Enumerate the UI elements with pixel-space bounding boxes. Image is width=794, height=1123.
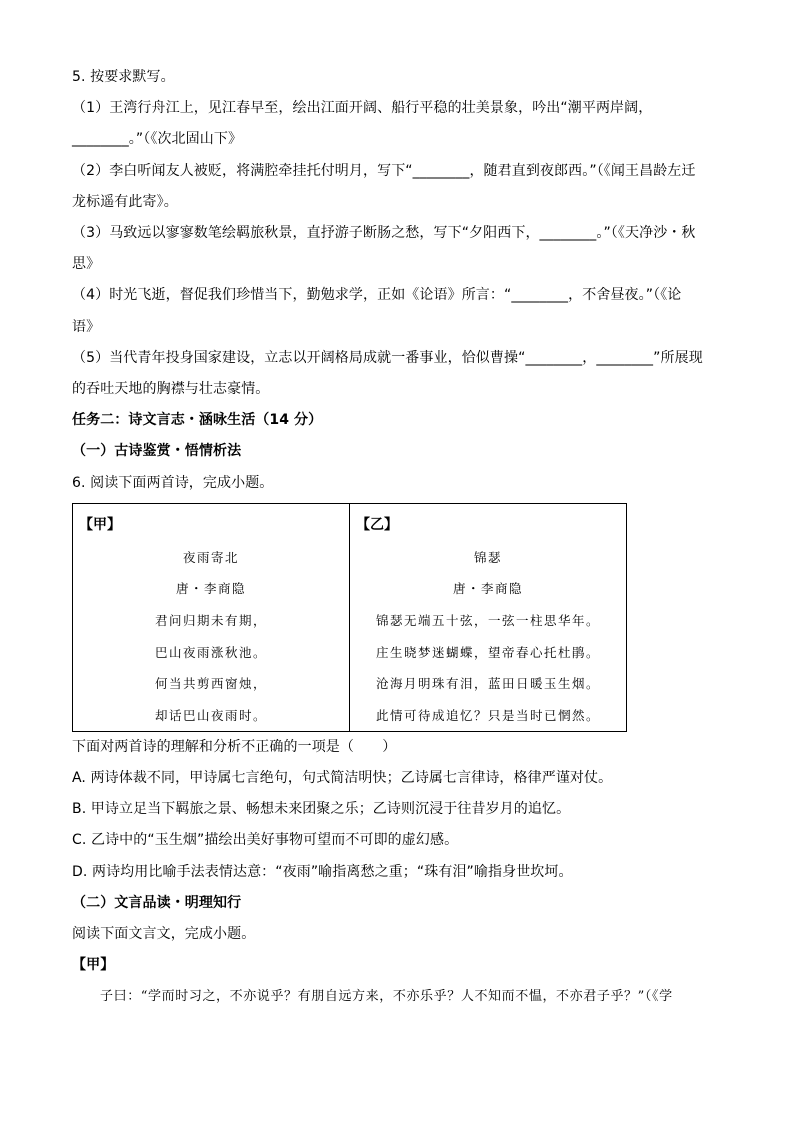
poem-b-body bbox=[350, 542, 626, 732]
option-a: A. 两诗体裁不同，甲诗属七言绝句，句式简洁明快；乙诗属七言律诗，格律严谨对仗。 bbox=[72, 770, 613, 787]
question-5-line: （5）当代青年投身国家建设，立志以开阔格局成就一番事业，恰似曹操“________，________”所展现 bbox=[72, 349, 703, 366]
section-2-prompt: 阅读下面文言文，完成小题。 bbox=[72, 926, 256, 943]
poem-a-title: 夜雨寄北 bbox=[182, 549, 239, 565]
poem-a-label: 【甲】 bbox=[79, 516, 121, 533]
question-6-stem: 下面对两首诗的理解和分析不正确的一项是（ ） bbox=[72, 738, 397, 755]
poem-a-body bbox=[73, 542, 349, 732]
question-5-line: （4）时光飞逝，督促我们珍惜当下，勤勉求学，正如《论语》所言：“________，不舍昼夜。”（《论 bbox=[72, 287, 682, 304]
poem-b-line: 庄生晓梦迷蝴蝶，望帝春心托杜鹃。 bbox=[375, 644, 600, 660]
poem-a-author: 唐・李商隐 bbox=[175, 581, 246, 597]
poem-a-cell bbox=[73, 504, 350, 731]
question-5-line: ________。”（《次北固山下》 bbox=[72, 131, 243, 148]
poem-a-line: 何当共剪西窗烛， bbox=[154, 676, 267, 692]
option-b: B. 甲诗立足当下羁旅之景、畅想未来团聚之乐；乙诗则沉浸于往昔岁月的追忆。 bbox=[72, 801, 571, 818]
question-5-line: 的吞吐天地的胸襟与壮志豪情。 bbox=[72, 381, 270, 398]
poem-comparison-table bbox=[72, 503, 627, 732]
section-1-heading: （一）古诗鉴赏・悟情析法 bbox=[72, 443, 242, 460]
question-5-line: （3）马致远以寥寥数笔绘羁旅秋景，直抒游子断肠之愁，写下“夕阳西下，________。”（《天净沙・秋 bbox=[72, 225, 696, 242]
question-5-line: 语》 bbox=[72, 318, 101, 335]
passage-a-label: 【甲】 bbox=[72, 957, 115, 974]
section-2-heading: （二）文言品读・明理知行 bbox=[72, 894, 242, 911]
poem-a-line: 却话巴山夜雨时。 bbox=[154, 707, 267, 723]
option-d: D. 两诗均用比喻手法表情达意：“夜雨”喻指离愁之重；“珠有泪”喻指身世坎坷。 bbox=[72, 863, 573, 880]
question-5-line: 龙标遥有此寄》。 bbox=[72, 193, 178, 210]
question-5-line: （1）王湾行舟江上，见江春早至，绘出江面开阔、船行平稳的壮美景象，吟出“潮平两岸阔， bbox=[72, 100, 653, 117]
analects-quote: 子曰：“学而时习之，不亦说乎？有朋自远方来，不亦乐乎？人不知而不愠，不亦君子乎？”（《学 bbox=[100, 989, 673, 1005]
question-5-line: 思》 bbox=[72, 256, 101, 273]
question-5-title: 5. 按要求默写。 bbox=[72, 69, 175, 85]
poem-b-line: 此情可待成追忆？只是当时已惘然。 bbox=[375, 707, 600, 723]
poem-b-cell bbox=[350, 504, 626, 731]
question-6-prompt: 6. 阅读下面两首诗，完成小题。 bbox=[72, 474, 274, 491]
poem-a-line: 君问归期未有期， bbox=[154, 613, 267, 629]
option-c: C. 乙诗中的“玉生烟”描绘出美好事物可望而不可即的虚幻感。 bbox=[72, 832, 459, 849]
poem-b-label: 【乙】 bbox=[356, 516, 398, 533]
question-5-line: （2）李白听闻友人被贬，将满腔牵挂托付明月，写下“________，随君直到夜郎西。”（《闻王昌龄左迁 bbox=[72, 162, 696, 179]
poem-a-line: 巴山夜雨涨秋池。 bbox=[154, 644, 267, 660]
poem-b-author: 唐・李商隐 bbox=[452, 581, 523, 597]
poem-b-title: 锦瑟 bbox=[473, 549, 502, 565]
poem-b-line: 沧海月明珠有泪，蓝田日暖玉生烟。 bbox=[375, 676, 600, 692]
poem-b-line: 锦瑟无端五十弦，一弦一柱思华年。 bbox=[375, 613, 600, 629]
task-2-heading: 任务二：诗文言志・涵咏生活（14 分） bbox=[72, 412, 323, 429]
exam-page bbox=[72, 62, 732, 1012]
